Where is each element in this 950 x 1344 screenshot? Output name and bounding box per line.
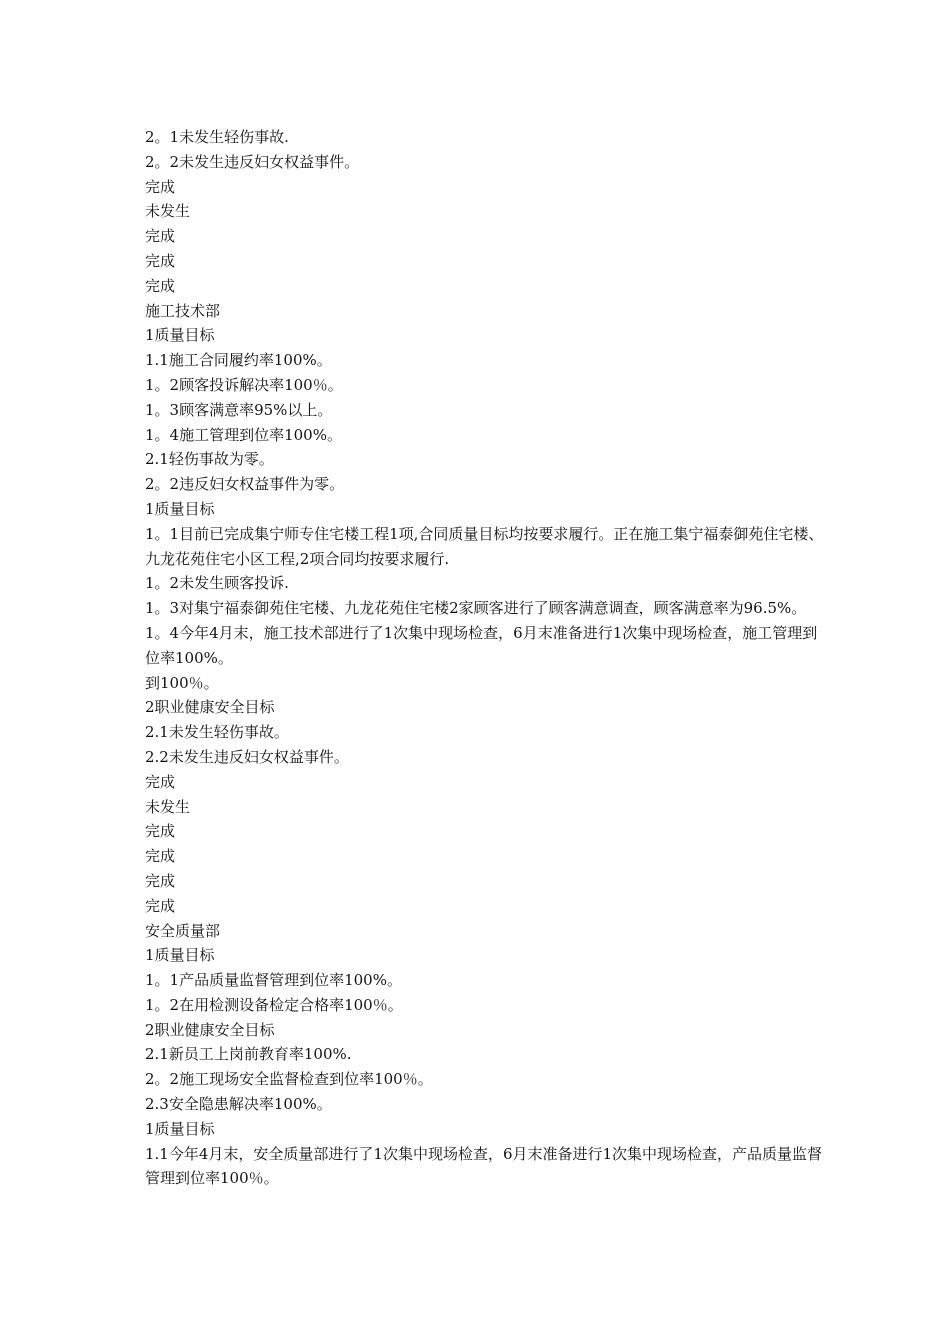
document-body [145, 125, 825, 1191]
text-line: 2.3安全隐患解决率100%。 [145, 1095, 332, 1114]
text-line: 2.2未发生违反妇女权益事件。 [145, 747, 349, 766]
text-line: 1。2在用检测设备检定合格率100％。 [145, 995, 403, 1014]
text-line: 1质量目标 [145, 1119, 215, 1138]
text-line: 完成 [145, 276, 176, 295]
text-line: 完成 [145, 177, 176, 196]
text-line: 完成 [145, 822, 176, 841]
text-line: 2.1新员工上岗前教育率100%. [145, 1045, 352, 1064]
text-line: 1质量目标 [145, 946, 215, 965]
text-line: 到100％。 [145, 673, 219, 692]
text-line: 1质量目标 [145, 326, 215, 345]
text-line: 完成 [145, 772, 176, 791]
text-line: 2.1轻伤事故为零。 [145, 450, 274, 469]
text-line: 2。2施工现场安全监督检查到位率100％。 [145, 1070, 433, 1089]
text-line: 2。2未发生违反妇女权益事件。 [145, 152, 360, 171]
text-paragraph: 1。4今年4月末，施工技术部进行了1次集中现场检查，6月末准备进行1次集中现场检查，施工管理到位率100%。 [145, 623, 818, 667]
text-line: 1。3顾客满意率95%以上。 [145, 400, 333, 419]
text-line: 1。2未发生顾客投诉. [145, 574, 289, 593]
text-line: 未发生 [145, 202, 191, 221]
section-heading: 安全质量部 [145, 921, 221, 940]
text-line: 完成 [145, 871, 176, 890]
text-line: 1。2顾客投诉解决率100％。 [145, 375, 343, 394]
text-line: 2职业健康安全目标 [145, 1020, 275, 1039]
text-paragraph: 1。1目前已完成集宁师专住宅楼工程1项,合同质量目标均按要求履行。正在施工集宁福泰御苑住宅楼、九龙花苑住宅小区工程,2项合同均按要求履行. [145, 524, 824, 568]
text-line: 2.1未发生轻伤事故。 [145, 723, 289, 742]
text-line: 1.1施工合同履约率100%。 [145, 351, 332, 370]
text-line: 完成 [145, 847, 176, 866]
text-line: 完成 [145, 251, 176, 270]
text-line: 1质量目标 [145, 499, 215, 518]
text-line: 1。4施工管理到位率100%。 [145, 425, 342, 444]
text-line: 2职业健康安全目标 [145, 698, 275, 717]
text-line: 2。1未发生轻伤事故. [145, 128, 289, 146]
text-line: 未发生 [145, 797, 191, 816]
text-paragraph: 1.1今年4月末，安全质量部进行了1次集中现场检查，6月末准备进行1次集中现场检查，产品质量监督管理到位率100％。 [145, 1144, 823, 1188]
text-line: 完成 [145, 896, 176, 915]
text-line: 2。2违反妇女权益事件为零。 [145, 475, 345, 494]
text-line: 完成 [145, 227, 176, 246]
text-line: 1。1产品质量监督管理到位率100%。 [145, 971, 402, 990]
text-paragraph: 1。3对集宁福泰御苑住宅楼、九龙花苑住宅楼2家顾客进行了顾客满意调查，顾客满意率为96.5%。 [145, 599, 807, 618]
section-heading: 施工技术部 [145, 301, 221, 320]
